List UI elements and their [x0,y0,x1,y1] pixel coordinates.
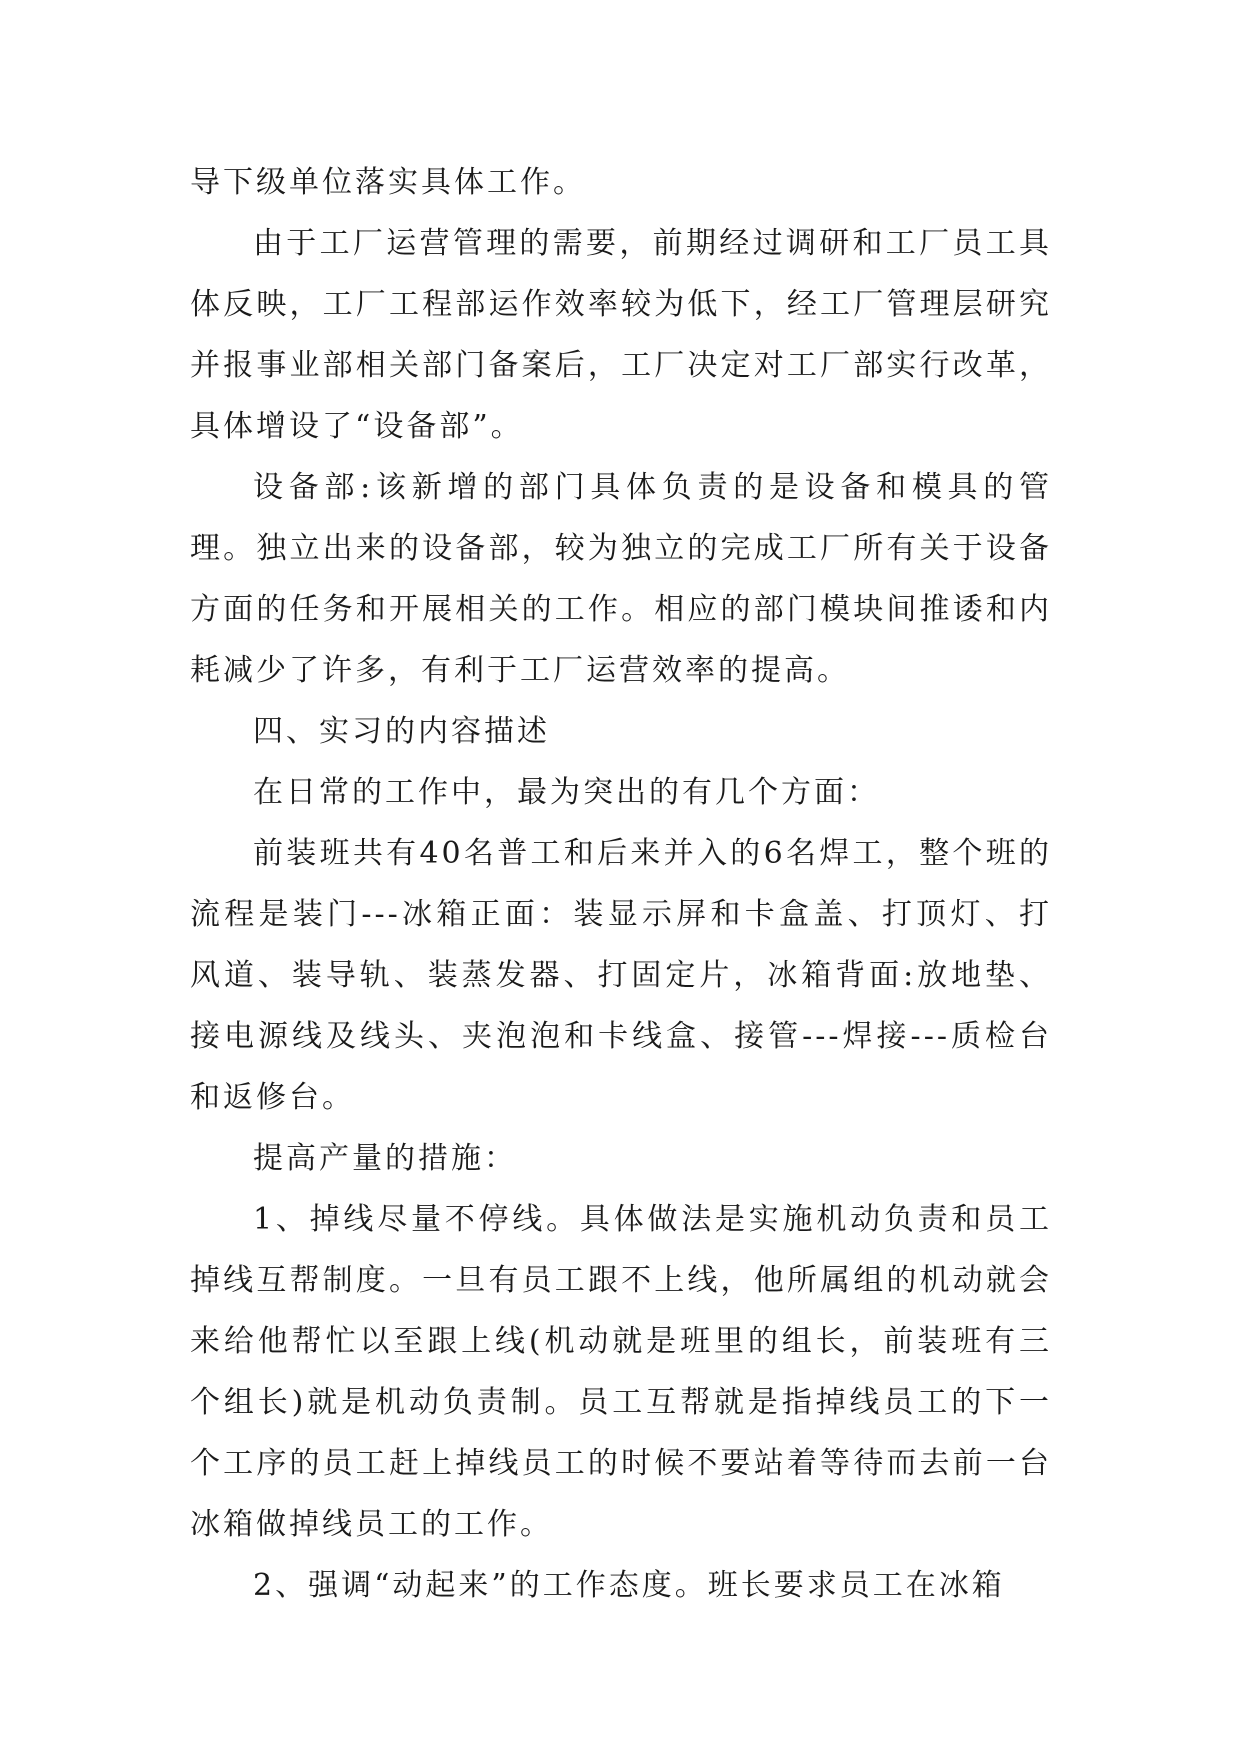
paragraph-front-assembly-process: 前装班共有40名普工和后来并入的6名焊工，整个班的流程是装门---冰箱正面：装显示屏和卡盒盖、打顶灯、打风道、装导轨、装蒸发器、打固定片，冰箱背面:放地垫、接电源线及线头、夹泡泡和卡线盒、接管---焊接---质检台和返修台。 [190,836,1052,1115]
document-body [190,152,1052,1616]
paragraph-measure-1: 1、掉线尽量不停线。具体做法是实施机动负责和员工掉线互帮制度。一旦有员工跟不上线，他所属组的机动就会来给他帮忙以至跟上线(机动就是班里的组长，前装班有三个组长)就是机动负责制。员工互帮就是指掉线员工的下一个工序的员工赶上掉线员工的时候不要站着等待而去前一台冰箱做掉线员工的工作。 [190,1202,1052,1542]
paragraph-continuation: 导下级单位落实具体工作。 [190,165,586,200]
paragraph-measure-2: 2、强调“动起来”的工作态度。班长要求员工在冰箱 [253,1568,1005,1603]
paragraph-output-measures-heading: 提高产量的措施： [253,1141,517,1176]
section-heading-internship-content: 四、实习的内容描述 [253,714,550,749]
paragraph-daily-work-intro: 在日常的工作中，最为突出的有几个方面： [253,775,880,810]
paragraph-department-reform: 由于工厂运营管理的需要，前期经过调研和工厂员工具体反映，工厂工程部运作效率较为低下，经工厂管理层研究并报事业部相关部门备案后，工厂决定对工厂部实行改革，具体增设了“设备部”。 [190,226,1052,444]
paragraph-equipment-department: 设备部:该新增的部门具体负责的是设备和模具的管理。独立出来的设备部，较为独立的完成工厂所有关于设备方面的任务和开展相关的工作。相应的部门模块间推诿和内耗减少了许多，有利于工厂运营效率的提高。 [190,470,1052,688]
